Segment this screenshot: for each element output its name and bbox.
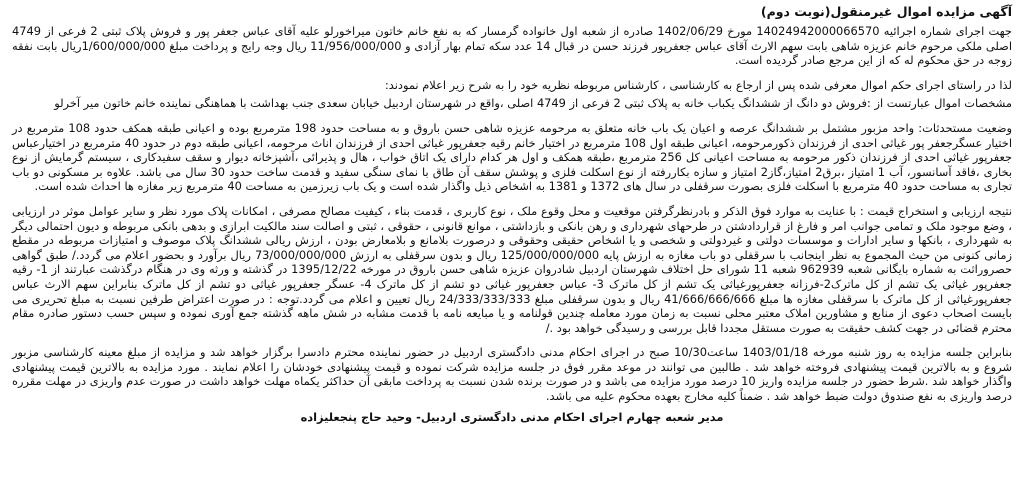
signature-block bbox=[12, 410, 1012, 425]
paragraph-expert-referral: لذا در راستای اجرای حکم اموال معرفی شده پس از ارجاع به کارشناسی ، کارشناس مربوطه نظریه خود را به شرح زیر اعلام نمودند: bbox=[384, 77, 1012, 92]
signature-line: مدیر شعبه چهارم اجرای احکام مدنی دادگستری اردبیل- وحید حاج پنجعلیزاده bbox=[300, 409, 724, 424]
paragraph-valuation-result: نتیجه ارزیابی و استخراج قیمت : با عنایت به موارد فوق الذکر و بادرنظرگرفتن موقعیت و محل وقوع ملک ، نوع کاربری ، قدمت بناء ، کیفیت مصالح مصرفی ، امکانات پلاک مورد نظر و سایر عوامل موثر در ارزیابی ، وضع موجود ملک و تمامی جوانب امر و فارغ از قراردادشتن در طرحهای شهرداری و رهن بانکی و بازداشتی ، موانع قانونی ، حقوقی ، ثبتی و اصالت سند مالکیت ابرازی و بدهی بانکی مربوطه و دیون احتمالی دیگر به شهرداری ، بانکها و سایر ادارات و موسسات دولتی و غیردولتی و شخصی و یا اشخاص حقیقی وحقوقی و درصورت بلامانع و بلامعارض بودن ، ارزش ریالی ششدانگ پلاک موصوف و امتیازات مربوطه در مقطع زمانی کنونی من حیث المجموع به نظر اینجانب با سرقفلی دو باب مغازه به ارزش پایه 125/000/000/000 ریال و بدون سرقفلی به ارزش 73/000/000/000 ریال برآورد و بحضور اعلام می گردد./ طبق گواهی حصروراثت به شماره بایگانی شعبه 962939 شعبه 11 شورای حل اختلاف شهرستان اردبیل شادروان عزیزه شاهی حسن باروق در مورخه 1395/12/22 در گذشته و ورثه وی در هنگام درگذشت عبارتند از 1- رقیه جعفرپور غیاثی یک تشم از کل ماترک2-فرزانه جعفرپورغیاثی یک تشم از کل ماترک 3- عباس جعفرپور غیاثی دو تشم از کل ماترک 4- عسگر جعفرپور غیاثی دو تشم از کل ماترک بنابراین سهم الارث عباس جعفرپورغیاثی از کل ماترک با سرقفلی مغازه ها مبلغ 41/666/666/666 ریال و بدون سرقفلی مبلغ 24/333/333/333 ریال تعیین و اعلام می گردد.توجه : در صورت اعتراض طرفین نسبت به مبلغ تحریری می بایست اصحاب دعوی از منابع و مشاورین املاک معتبر محلی نسبت به زمان مورد معامله چندین قولنامه و یا مبایعه نامه با قدمت مشابه در شش ماهه گذشته جمع آوری نموده و سپس حسب دستور صادره مقام محترم قضائی در جهت کشف حقیقت به صورت مستقل مجددا قابل بررسی و رسیدگی خواهد بود ./ bbox=[12, 203, 1013, 335]
paragraph-auction-session: بنابراین جلسه مزایده به روز شنبه مورخه 1403/01/18 ساعت10/30 صبح در اجرای احکام مدنی دادگستری اردبیل در حضور نماینده محترم دادسرا برگزار خواهد شد و مزایده از مبلغ معینه کارشناسی مزبور شروع و به بالاترین قیمت پیشنهادی فروخته خواهد شد . طالبین می توانند در موعد مقرر فوق در جلسه مزایده شرکت نموده و قیمت پیشنهادی خودشان را اعلام نمایند . مورد مزایده به بالاترین قیمت پیشنهادی واگذار خواهد شد .شرط حضور در جلسه مزایده واریز 10 درصد مورد مزایده می باشد و در صورت برنده شدن نسبت به پرداخت مابقی آن حداکثر یکماه مهلت خواهد داشت در صورت عدم واریزی در مهلت مقرره درصد واریزی به نفع صندوق دولت ضبط خواهد شد . ضمناً کلیه مخارج بعهده محکوم علیه می باشد. bbox=[12, 345, 1012, 404]
paragraph-building-status: وضعیت مستحدثات: واحد مزبور مشتمل بر ششدانگ عرصه و اعیان یک باب خانه متعلق به مرحومه عزیزه شاهی حسن باروق و به مساحت حدود 198 مترمربع بوده و اعیانی طبقه همکف حدود 108 مترمربع در اختیار عسگرجعفر پور غیاثی احدی از فرزندان ذکورمرحومه، اعیانی طبقه اول 108 مترمربع در اختیار خانم رقیه جعفرپور غیاثی احدی از فرزندان اناث مرحومه، اعیانی طبقه دوم در حدود 40 مترمربع در اختیارعباس جعفرپور غیاثی احدی از فرزندان ذکور مرحومه به مساحت اعیانی کل 256 مترمربع ،طبقه همکف و اول هر کدام دارای یک اتاق خواب ، هال و پذیرائی ،آشپزخانه دیوار و سقف سفیدکاری ، سیستم گرمایش از نوع بخاری ،فاقد آسانسور، آب 1 امتیاز ،برق2 امتیاز،گاز2 امتیاز و سازه بکاررفته از نوع اسکلت فلزی و پوشش سقف آن طاق با نمای سنگی سفید و قدمت ساخت حدود 30 سال می باشد. علاوه بر مسکونی دو باب تجاری به مساحت حدود 40 مترمربع با اسکلت فلزی بصورت سرقفلی در سال های 1372 و 1381 به اشخاص ذیل واگذار شده است و یک باب زیرزمین به مساحت 40 مترمربع زیر مغازه ها احداث شده است. bbox=[12, 120, 1013, 194]
paragraph-execution-details: جهت اجرای شماره اجرائیه 14024942000066570 مورخ 1402/06/29 صادره از شعبه اول خانواده گرمسار که به نفع خانم خاتون میراخورلو علیه آقای عباس جعفر پور و فروش پلاک ثبتی 2 فرعی از 4749 اصلی ملکی مرحوم خانم عزیزه شاهی بابت سهم الارث آقای عباس جعفرپور فرزند حسن در قبال 14 عدد سکه تمام بهار آزادی و 11/956/000/000 ریال وجه رایج و پرداخت مبلغ 1/600/000/000ریال بابت نفقه زوجه در حق محکوم له که از این مرجع صادر گردیده است. bbox=[12, 24, 1012, 68]
paragraph-property-specs: مشخصات اموال عبارتست از :فروش دو دانگ از ششدانگ یکباب خانه به پلاک ثبتی 2 فرعی از 4749 اصلی ،واقع در شهرستان اردبیل خیابان سعدی جنب بهداشت با هماهنگی نماینده خانم خاتون میر آخرلو bbox=[54, 96, 1012, 111]
document-title: آگهی مزایده اموال غیرمنقول(نوبت دوم) bbox=[760, 4, 1012, 19]
